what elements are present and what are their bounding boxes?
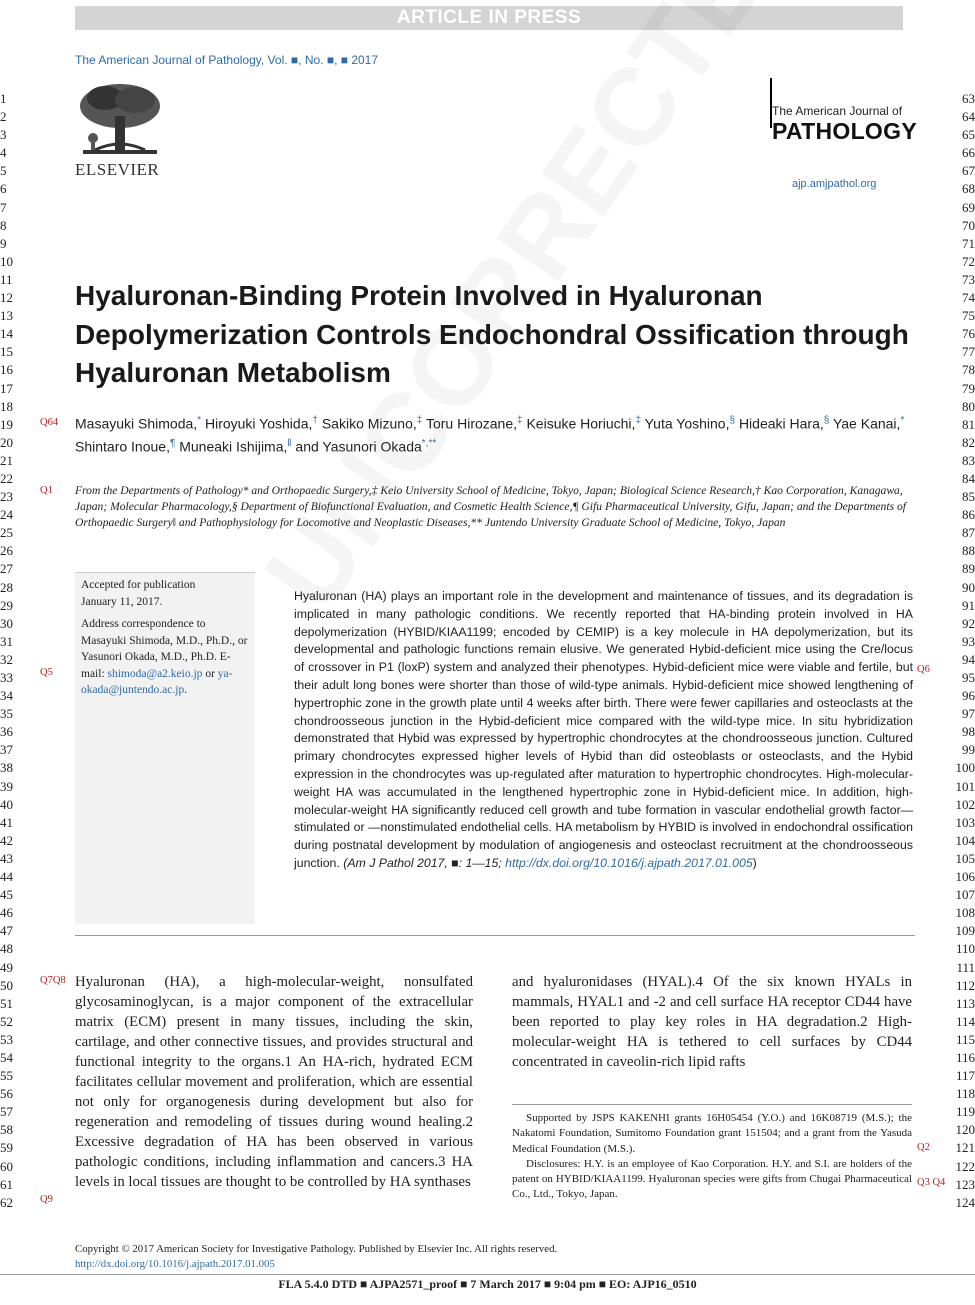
right-line-number: 81 — [962, 416, 975, 432]
right-line-number: 124 — [955, 1194, 975, 1210]
affiliations: From the Departments of Pathology* and Orthopaedic Surgery,‡ Keio University School of Medicine, Tokyo, Japan; Biological Science Research,† Kao Corporation, Kanagawa, Japan; Molecular Pharmacology,§ Department of Biofunctional Evaluation, and Cosmetic Health Science,¶ Gifu Pharmaceutical University, Gifu, Japan; and the Departments of Orthopaedic Surgery‖ and Pathophysiology for Locomotive and Neoplastic Diseases,** Juntendo University Graduate School of Medicine, Tokyo, Japan — [75, 484, 907, 530]
query-mark-q1: Q1 — [40, 485, 53, 496]
right-line-number: 64 — [962, 109, 975, 125]
query-mark-q7q8: Q7Q8 — [40, 975, 66, 986]
right-line-number: 100 — [955, 760, 975, 776]
body-text-left-column: Hyaluronan (HA), a high-molecular-weight, nonsulfated glycosaminoglycan, is a major component of the extracellular matrix (ECM) present in many tissues, including the skin, cartilage, and other connective tissues, and provides structural and functional integrity to the organs.1 An HA-rich, hydrated ECM facilitates cellular movement and proliferation, which are essential not only for organogenesis during development but also for regeneration and remodeling of tissues during wound healing.2 Excessive degradation of HA has been observed in various pathologic conditions, including inflammation and cancers.3 HA levels in local tissues are thought to be controlled by HA synthases — [75, 974, 473, 1190]
right-line-number: 112 — [955, 977, 975, 993]
left-line-number: 51 — [0, 995, 13, 1011]
journal-brand-title: PATHOLOGY — [772, 118, 917, 144]
right-line-number: 72 — [962, 253, 975, 269]
right-line-number: 118 — [955, 1086, 975, 1102]
left-line-number: 39 — [0, 778, 13, 794]
footnote-divider — [512, 1104, 912, 1105]
right-line-number: 68 — [962, 181, 975, 197]
line-numbers-left — [0, 90, 16, 1212]
left-line-number: 6 — [0, 181, 7, 197]
left-line-number: 42 — [0, 832, 13, 848]
right-line-number: 63 — [962, 91, 975, 106]
journal-url[interactable]: ajp.amjpathol.org — [792, 178, 877, 190]
author-name: Yae Kanai, — [832, 415, 901, 432]
left-line-number: 52 — [0, 1013, 13, 1029]
journal-brand-small: The American Journal of — [772, 104, 903, 118]
left-line-number: 13 — [0, 308, 13, 324]
author-affiliation-mark: † — [312, 415, 318, 426]
correspondence-label: Address correspondence to Masayuki Shimoda, M.D., Ph.D., or Yasunori Okada, M.D., Ph.D. E-mail: — [81, 618, 248, 680]
right-line-number: 102 — [955, 796, 975, 812]
query-mark-q6: Q6 — [917, 664, 930, 675]
author-affiliation-mark: * — [197, 415, 202, 426]
left-line-number: 46 — [0, 905, 13, 921]
author-affiliation-mark: ‖ — [287, 437, 292, 449]
query-mark-q5: Q5 — [40, 667, 53, 678]
bottom-divider — [0, 1274, 975, 1275]
right-line-number: 87 — [962, 525, 975, 541]
author-name: Hideaki Hara, — [738, 415, 824, 432]
author-affiliation-mark: ‡ — [517, 415, 523, 426]
right-line-number: 91 — [962, 597, 975, 613]
correspondence-text — [81, 616, 249, 699]
right-line-number: 78 — [962, 362, 975, 378]
right-line-number: 111 — [956, 959, 975, 975]
right-line-number: 65 — [962, 127, 975, 143]
article-title: Hyaluronan-Binding Protein Involved in Hyaluronan Depolymerization Controls Endochondral Ossification through Hyaluronan Metabolism — [75, 280, 909, 388]
right-line-number: 109 — [955, 923, 975, 939]
left-line-number: 29 — [0, 597, 13, 613]
left-line-number: 24 — [0, 507, 13, 523]
left-line-number: 44 — [0, 869, 13, 885]
accepted-date: January 11, 2017. — [81, 595, 163, 608]
left-line-number: 7 — [0, 199, 7, 215]
left-line-number: 57 — [0, 1104, 13, 1120]
right-line-number: 79 — [962, 380, 975, 396]
left-line-number: 17 — [0, 380, 13, 396]
period: . — [184, 684, 188, 696]
left-line-number: 62 — [0, 1194, 13, 1210]
right-line-number: 116 — [955, 1049, 975, 1065]
journal-citation-line: The American Journal of Pathology, Vol. ■, No. ■, ■ 2017 — [75, 53, 379, 67]
right-line-number: 71 — [962, 235, 975, 251]
left-line-number: 56 — [0, 1086, 13, 1102]
left-line-number: 47 — [0, 923, 13, 939]
left-line-number: 33 — [0, 670, 13, 685]
left-line-number: 14 — [0, 326, 13, 342]
right-line-number: 96 — [962, 688, 975, 704]
left-line-number: 16 — [0, 362, 13, 378]
copyright-doi-link[interactable]: http://dx.doi.org/10.1016/j.ajpath.2017.01.005 — [75, 1258, 275, 1270]
right-line-number: 114 — [955, 1013, 975, 1029]
elsevier-tree-icon — [75, 80, 165, 158]
left-line-number: 45 — [0, 887, 13, 903]
right-line-number: 73 — [962, 271, 975, 287]
left-line-number: 27 — [0, 561, 13, 577]
right-line-number: 110 — [955, 941, 975, 957]
or-text: or — [205, 667, 215, 680]
right-line-number: 105 — [955, 850, 975, 866]
left-line-number: 50 — [0, 977, 13, 993]
left-line-number: 43 — [0, 850, 13, 866]
right-line-number: 92 — [962, 615, 975, 631]
abstract — [294, 588, 913, 873]
left-line-number: 23 — [0, 489, 13, 505]
right-line-number: 74 — [962, 290, 975, 306]
left-line-number: 28 — [0, 579, 13, 595]
right-line-number: 83 — [962, 452, 975, 468]
left-line-number: 18 — [0, 398, 13, 414]
article-in-press-banner: ARTICLE IN PRESS — [75, 6, 903, 30]
left-line-number: 58 — [0, 1122, 13, 1138]
right-line-number: 80 — [962, 398, 975, 414]
right-line-number: 88 — [962, 543, 975, 559]
left-line-number: 2 — [0, 109, 7, 125]
left-line-number: 20 — [0, 434, 13, 450]
left-line-number: 48 — [0, 941, 13, 957]
author-name: Muneaki Ishijima, — [179, 438, 288, 455]
right-line-number: 119 — [955, 1104, 975, 1120]
query-mark-q2: Q2 — [917, 1142, 930, 1153]
author-name: Masayuki Shimoda, — [75, 415, 198, 432]
left-line-number: 25 — [0, 525, 13, 541]
author-affiliation-mark: § — [729, 415, 736, 426]
right-line-number: 86 — [962, 507, 975, 523]
left-line-number: 35 — [0, 706, 13, 722]
author-affiliation-mark: § — [823, 415, 830, 426]
right-line-number: 85 — [962, 489, 975, 505]
author-affiliation-mark: ‡ — [635, 415, 641, 426]
left-line-number: 11 — [0, 271, 13, 287]
left-line-number: 1 — [0, 91, 7, 106]
right-line-number: 77 — [962, 344, 975, 360]
accepted-label: Accepted for publication — [81, 579, 196, 591]
left-line-number: 32 — [0, 651, 13, 667]
body-text-right-column: and hyaluronidases (HYAL).4 Of the six known HYALs in mammals, HYAL1 and -2 and cell surface HA receptor CD44 have been reported to play key roles in HA degradation.2 High-molecular-weight HA is tethered to cell surfaces by CD44 concentrated in caveolin-rich lipid rafts — [512, 974, 912, 1070]
right-line-number: 94 — [962, 651, 975, 667]
author-affiliation-mark: ¶ — [169, 437, 176, 449]
author-name: Toru Hirozane, — [425, 415, 518, 432]
right-line-number: 76 — [962, 326, 975, 342]
author-affiliation-mark: * — [900, 415, 905, 426]
left-line-number: 4 — [0, 145, 7, 161]
left-line-number: 19 — [0, 416, 13, 432]
right-line-number: 90 — [962, 579, 975, 595]
right-line-number: 107 — [955, 887, 975, 903]
abstract-close: ) — [752, 855, 757, 870]
right-line-number: 70 — [962, 217, 975, 233]
disclosures-footnote: Disclosures: H.Y. is an employee of Kao Corporation. H.Y. and S.I. are holders of the patent on HYBID/KIAA1199. Hyaluronan species were gifts from Chugai Pharmaceutical Co., Ltd., Tokyo, Japan. — [512, 1157, 912, 1201]
right-line-number: 117 — [955, 1068, 975, 1084]
left-line-number: 31 — [0, 633, 13, 649]
right-line-number: 115 — [955, 1031, 975, 1047]
left-line-number: 61 — [0, 1176, 13, 1192]
abstract-citation: (Am J Pathol 2017, ■: 1—15; — [343, 855, 502, 870]
left-line-number: 41 — [0, 814, 13, 830]
right-line-number: 108 — [955, 905, 975, 921]
author-name: Keisuke Horiuchi, — [526, 415, 636, 432]
footnotes — [512, 1111, 912, 1203]
section-divider — [75, 935, 915, 936]
left-line-number: 59 — [0, 1140, 13, 1156]
left-line-number: 37 — [0, 742, 13, 758]
left-line-number: 36 — [0, 724, 13, 740]
abstract-doi-link[interactable]: http://dx.doi.org/10.1016/j.ajpath.2017.01.005 — [505, 855, 753, 870]
right-line-number: 113 — [955, 995, 975, 1011]
left-line-number: 38 — [0, 760, 13, 776]
right-line-number: 122 — [955, 1158, 975, 1174]
left-line-number: 5 — [0, 163, 7, 179]
right-line-number: 106 — [955, 869, 975, 885]
right-line-number: 98 — [962, 724, 975, 740]
left-line-number: 8 — [0, 217, 7, 233]
copyright-text: Copyright © 2017 American Society for Investigative Pathology. Published by Elsevier Inc. All rights reserved. — [75, 1243, 558, 1255]
left-line-number: 21 — [0, 452, 13, 468]
right-line-number: 99 — [962, 742, 975, 758]
left-line-number: 53 — [0, 1031, 13, 1047]
left-line-number: 40 — [0, 796, 13, 812]
right-line-number: 93 — [962, 633, 975, 649]
email-link-okada[interactable]: ya-okada@juntendo.ac.jp — [81, 667, 233, 696]
left-line-number: 60 — [0, 1158, 13, 1174]
author-affiliation-mark: ‡ — [416, 415, 423, 426]
left-line-number: 3 — [0, 127, 7, 143]
right-line-number: 69 — [962, 199, 975, 215]
copyright — [75, 1242, 915, 1272]
right-line-number: 89 — [962, 561, 975, 577]
right-line-number: 97 — [962, 706, 975, 722]
right-line-number: 103 — [955, 814, 975, 830]
author-list — [75, 411, 925, 456]
author-affiliation-mark: *,** — [421, 437, 437, 449]
author-name: Shintaro Inoue, — [75, 438, 170, 455]
left-line-number: 49 — [0, 959, 13, 975]
right-line-number: 101 — [955, 778, 975, 794]
right-line-number: 67 — [962, 163, 975, 179]
right-line-number: 121 — [955, 1140, 975, 1156]
proof-info-line: FLA 5.4.0 DTD ■ AJPA2571_proof ■ 7 March 2017 ■ 9:04 pm ■ EO: AJP16_0510 — [278, 1277, 697, 1291]
right-line-number: 84 — [962, 470, 975, 486]
right-line-number: 104 — [955, 832, 975, 848]
left-line-number: 15 — [0, 344, 13, 360]
right-line-number: 75 — [962, 308, 975, 324]
right-line-number: 95 — [962, 670, 975, 685]
right-line-number: 120 — [955, 1122, 975, 1138]
left-line-number: 9 — [0, 235, 7, 251]
right-line-number: 82 — [962, 434, 975, 450]
email-link-shimoda[interactable]: shimoda@a2.keio.jp — [107, 667, 203, 680]
author-name: Hiroyuki Yoshida, — [204, 415, 313, 432]
author-name: and Yasunori Okada — [295, 438, 422, 455]
article-info-sidebar — [75, 572, 255, 924]
right-line-number: 123 — [955, 1176, 975, 1192]
line-numbers-right — [955, 90, 975, 1212]
right-line-number: 66 — [962, 145, 975, 161]
left-line-number: 30 — [0, 615, 13, 631]
left-line-number: 55 — [0, 1068, 13, 1084]
left-line-number: 26 — [0, 543, 13, 559]
left-line-number: 34 — [0, 688, 13, 704]
funding-footnote: Supported by JSPS KAKENHI grants 16H05454 (Y.O.) and 16K08719 (M.S.); the Nakatomi Foundation, Sumitomo Foundation grant 151504; and a grant from the Yasuda Medical Foundation (M.S.). — [512, 1112, 912, 1155]
left-line-number: 22 — [0, 470, 13, 486]
query-mark-q3q4: Q3 Q4 — [917, 1177, 946, 1188]
abstract-text: Hyaluronan (HA) plays an important role in the development and maintenance of tissues, and its degradation is implicated in many pathologic conditions. We recently reported that HA-binding protein involved in HA depolymerization (HYBID/KIAA1199; encoded by CEMIP) is a key molecule in HA depolymerization, but its developmental and pathologic functions remain elusive. We generated Hybid-deficient mice using the Cre/locus of crossover in P1 (loxP) system and analyzed their phenotypes. Hybid-deficient mice were viable and fertile, but their adult long bones were shorter than those of wild-type animals. Hybid-deficient mice showed lengthening of hypertrophic zone in the growth plate until 4 weeks after birth. There were fewer capillaries and osteoclasts at the chondroosseous junction in the Hybid-deficient mice compared with the wild-type mice. In situ hybridization demonstrated that Hybid was expressed by hypertrophic chondrocytes at the chondroosseous junction. Cultured primary chondrocytes expressed higher levels of Hybid than did osteoblasts or osteoclasts, and the Hybid expression in the chondrocytes was up-regulated after maturation to hypertrophic chondrocytes. High-molecular-weight HA was accumulated in the lengthened hypertrophic zone in Hybid-deficient mice. In addition, high-molecular-weight HA significantly reduced cell growth and tube formation in vascular endothelial growth factor—stimulated or —nonstimulated endothelial cells. HA metabolism by HYBID is involved in endochondral ossification during postnatal development by modulation of angiogenesis and osteoclast recruitment at the chondroosseous junction. — [294, 589, 913, 870]
query-mark-q9: Q9 — [40, 1194, 53, 1205]
left-line-number: 10 — [0, 253, 13, 269]
left-line-number: 12 — [0, 290, 13, 306]
elsevier-logo — [75, 80, 167, 180]
left-line-number: 54 — [0, 1049, 13, 1065]
author-name: Sakiko Mizuno, — [321, 415, 417, 432]
query-mark-q64: Q64 — [40, 417, 59, 428]
author-name: Yuta Yoshino, — [644, 415, 730, 432]
journal-brand — [772, 104, 922, 145]
publisher-name: ELSEVIER — [75, 160, 160, 179]
